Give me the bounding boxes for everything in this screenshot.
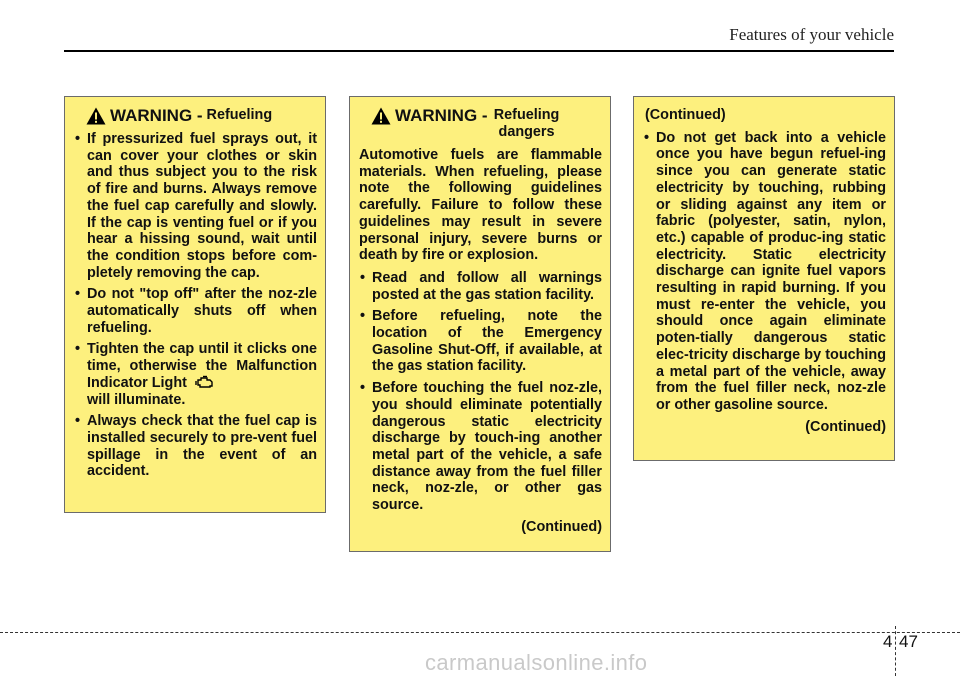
warning-subtitle: Refueling dangers bbox=[493, 107, 560, 140]
header-rule bbox=[64, 50, 894, 52]
warning-triangle-icon bbox=[371, 107, 391, 125]
check-engine-icon bbox=[195, 375, 215, 389]
bullet-text: Before touching the fuel noz-zle, you should eliminate potentially dangerous static electricity discharge by touch-ing another metal part of the vehicle, a safe distance away from the fuel filler neck, noz-zle, or other gas source. bbox=[372, 380, 602, 514]
continued-label: (Continued) bbox=[521, 518, 602, 535]
page-number: 47 bbox=[899, 632, 918, 651]
bullet-text: Read and follow all warnings posted at the gas station facility. bbox=[372, 269, 602, 303]
warning-heading bbox=[74, 107, 317, 125]
bullet-text-part-2: will illuminate. bbox=[87, 391, 186, 408]
footer-separator bbox=[895, 626, 896, 676]
bullet-item: • Before refueling, note the location of the Emergency Gasoline Shut-Off, if available, at the gas station facility. bbox=[360, 308, 602, 375]
warning-word: WARNING - bbox=[395, 106, 488, 125]
bullet-item: • Do not get back into a vehicle once you have begun refuel-ing since you can generate static electricity by touching, rubbing or sliding against any item or fabric (polyester, satin, nylon, etc.) capable of produc-ing static electricity. Static electricity discharge can ignite fuel vapors resulting in rapid burning. If you must re-enter the vehicle, you should once again eliminate poten-tially dangerous static elec-tricity discharge by touching a metal part of the vehicle, away from the fuel filler neck, noz-zle or other gasoline source. bbox=[644, 129, 886, 413]
bullet-text-part-1: Tighten the cap until it clicks one time, otherwise the Malfunction Indicator Light bbox=[87, 341, 317, 391]
warning-box-continued bbox=[633, 96, 895, 461]
bullet-text: Always check that the fuel cap is installed securely to pre-vent fuel spillage in the event of an accident. bbox=[87, 413, 317, 480]
bullet-item: • Before touching the fuel noz-zle, you should eliminate potentially dangerous static electricity discharge by touch-ing another metal part of the vehicle, a safe distance away from the fuel filler neck, noz-zle, or other gas source. bbox=[360, 380, 602, 514]
warning-box-refueling-dangers bbox=[349, 96, 611, 552]
bullet-text: If pressurized fuel sprays out, it can cover your clothes or skin and thus subject you to the risk of fire and burns. Always remove the fuel cap carefully and slowly. If the cap is venting fuel or if you hear a hissing sound, wait until the condition stops before com-pletely removing the cap. bbox=[87, 131, 317, 281]
bullet-item: • If pressurized fuel sprays out, it can cover your clothes or skin and thus subject you to the risk of fire and burns. Always remove the fuel cap carefully and slowly. If the cap is venting fuel or if you hear a hissing sound, wait until the condition stops before com-pletely removing the cap. bbox=[75, 131, 317, 281]
header-title: Features of your vehicle bbox=[729, 25, 894, 44]
intro-paragraph: Automotive fuels are flammable materials. When refueling, please note the following guidelines carefully. Failure to follow these guidelines may result in severe personal injury, severe burns or death by fire or explosion. bbox=[359, 147, 602, 264]
bullet-text bbox=[87, 341, 317, 408]
warning-word: WARNING - bbox=[110, 106, 203, 125]
bullet-item: • Tighten the cap until it clicks one time, otherwise the Malfunction Indicator Light will illuminate. bbox=[75, 341, 317, 408]
footer-rule bbox=[0, 632, 960, 633]
warning-heading bbox=[359, 107, 602, 141]
footer-watermark: carmanualsonline.info bbox=[425, 650, 648, 675]
warning-box-refueling bbox=[64, 96, 326, 513]
continued-label-top: (Continued) bbox=[645, 107, 726, 123]
warning-subtitle: Refueling bbox=[206, 107, 273, 123]
bullet-item: • Do not "top off" after the noz-zle automatically shuts off when refueling. bbox=[75, 286, 317, 336]
bullet-item: • Always check that the fuel cap is installed securely to pre-vent fuel spillage in the event of an accident. bbox=[75, 413, 317, 480]
warning-triangle-icon bbox=[86, 107, 106, 125]
chapter-number: 4 bbox=[883, 632, 893, 651]
bullet-item: • Read and follow all warnings posted at the gas station facility. bbox=[360, 269, 602, 303]
bullet-text: Do not get back into a vehicle once you have begun refuel-ing since you can generate static electricity by touching, rubbing or sliding against any item or fabric (polyester, satin, nylon, etc.) capable of produc-ing static electricity. Static electricity discharge can ignite fuel vapors resulting in rapid burning. If you must re-enter the vehicle, you should once again eliminate poten-tially dangerous static elec-tricity discharge by touching a metal part of the vehicle, away from the fuel filler neck, noz-zle or other gasoline source. bbox=[656, 129, 886, 413]
bullet-text: Do not "top off" after the noz-zle automatically shuts off when refueling. bbox=[87, 286, 317, 336]
bullet-text: Before refueling, note the location of the Emergency Gasoline Shut-Off, if available, at the gas station facility. bbox=[372, 308, 602, 375]
continued-label-bottom: (Continued) bbox=[805, 418, 886, 435]
